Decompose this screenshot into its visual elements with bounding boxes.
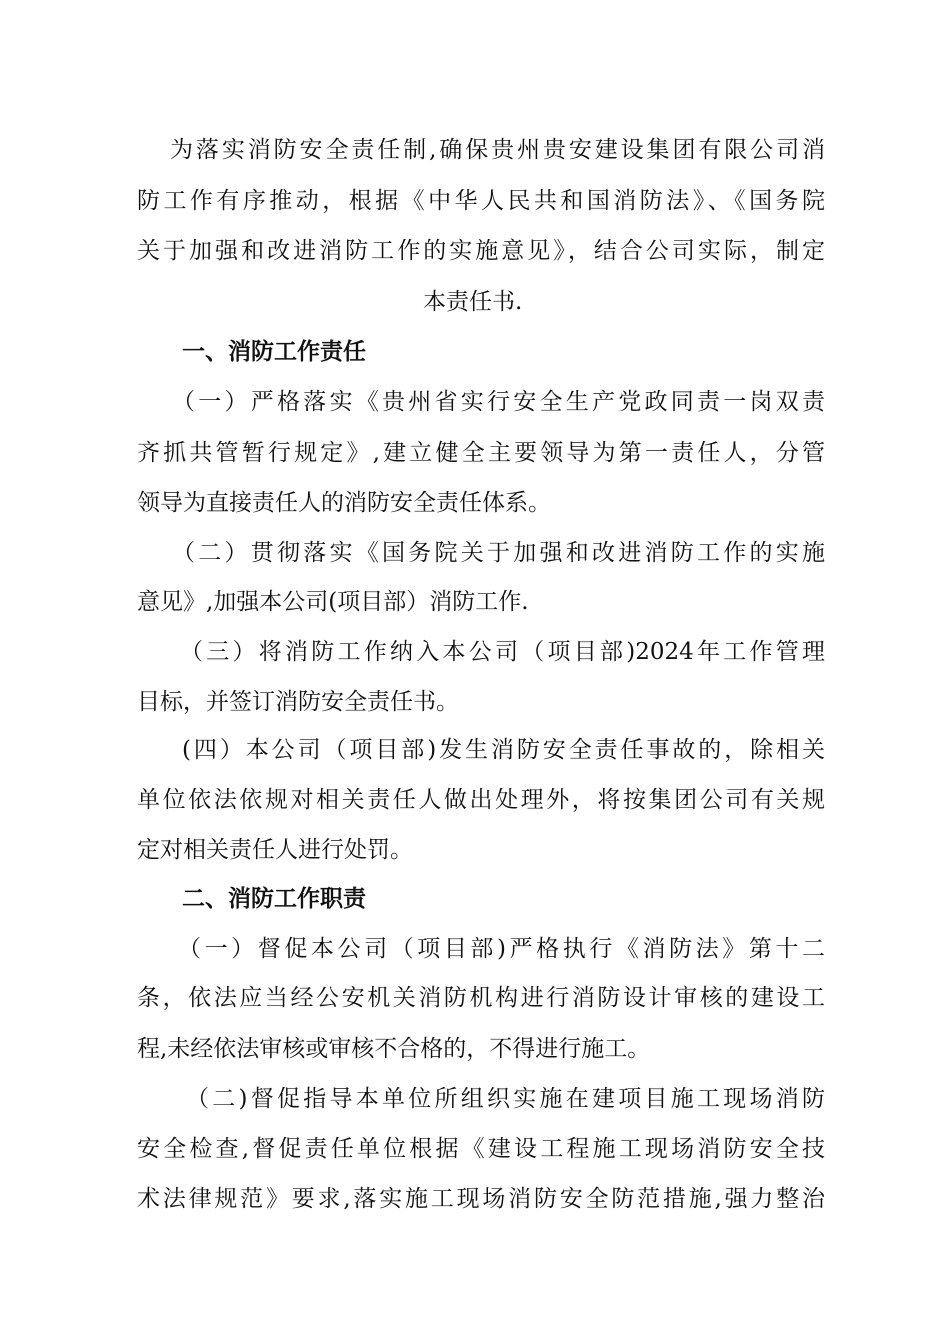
- s1-item1-line-1: [0, 382, 950, 422]
- s2-item1-text-1: （一）督促本公司（项目部)严格执行《消防法》第十二: [178, 936, 825, 962]
- s1-item4-line-3: [0, 830, 950, 870]
- section-1-heading-text: 一、消防工作责任: [182, 339, 366, 365]
- s1-item3-line-2: [0, 682, 950, 722]
- s1-item1-line-3: [0, 483, 950, 523]
- s2-item1-line-1: [0, 929, 950, 969]
- s1-item4-text-1: (四）本公司（项目部)发生消防安全责任事故的，除相关: [182, 737, 825, 763]
- s1-item4-line-1: [0, 730, 950, 770]
- s1-item3-text-1: （三）将消防工作纳入本公司（项目部)2024年工作管理: [180, 639, 825, 665]
- s2-item2-line-1: [0, 1079, 950, 1119]
- s2-item2-text-1: （二)督促指导本单位所组织实施在建项目施工现场消防: [186, 1086, 825, 1112]
- section-1-heading: [0, 332, 950, 372]
- s1-item1-line-2: [0, 433, 950, 473]
- s2-item1-line-2: [0, 978, 950, 1018]
- intro-line-2: [0, 181, 950, 221]
- s1-item2-line-2: [0, 582, 950, 622]
- s2-item2-line-2: [0, 1129, 950, 1169]
- s1-item2-line-1: [0, 533, 950, 573]
- s2-item2-line-3: [0, 1179, 950, 1219]
- s2-item2-text-3: 术法律规范》要求,落实施工现场消防安全防范措施,强力整治: [137, 1186, 825, 1212]
- intro-text-3: 关于加强和改进消防工作的实施意见》，结合公司实际，制定: [137, 238, 825, 264]
- s1-item4-text-2: 单位依法依规对相关责任人做出处理外，将按集团公司有关规: [137, 787, 825, 813]
- intro-text-2: 防工作有序推动，根据《中华人民共和国消防法》、《国务院: [137, 188, 825, 214]
- intro-text-4: 本责任书.: [423, 289, 523, 315]
- s2-item1-text-2: 条，依法应当经公安机关消防机构进行消防设计审核的建设工: [137, 985, 825, 1011]
- s1-item2-text-2: 意见》,加强本公司(项目部）消防工作.: [137, 589, 529, 615]
- s2-item2-text-2: 安全检查,督促责任单位根据《建设工程施工现场消防安全技: [137, 1136, 825, 1162]
- s1-item1-text-1: （一）严格落实《贵州省实行安全生产党政同责一岗双责: [172, 389, 825, 415]
- intro-line-3: [0, 231, 950, 271]
- s1-item3-line-1: [0, 632, 950, 672]
- s1-item4-line-2: [0, 780, 950, 820]
- section-2-heading: [0, 879, 950, 919]
- s1-item1-text-3: 领导为直接责任人的消防安全责任体系。: [137, 490, 551, 516]
- section-2-heading-text: 二、消防工作职责: [182, 886, 366, 912]
- s2-item1-line-3: [0, 1029, 950, 1069]
- s1-item1-text-2: 齐抓共管暂行规定》,建立健全主要领导为第一责任人，分管: [137, 440, 825, 466]
- s2-item1-text-3: 程,未经依法审核或审核不合格的，不得进行施工。: [137, 1036, 651, 1062]
- s1-item4-text-3: 定对相关责任人进行处罚。: [137, 837, 413, 863]
- intro-text-1: 为落实消防安全责任制,确保贵州贵安建设集团有限公司消: [170, 137, 825, 163]
- s1-item3-text-2: 目标，并签订消防安全责任书。: [137, 689, 459, 715]
- intro-line-4: [0, 282, 950, 322]
- intro-line-1: [0, 130, 950, 170]
- s1-item2-text-1: （二）贯彻落实《国务院关于加强和改进消防工作的实施: [172, 540, 825, 566]
